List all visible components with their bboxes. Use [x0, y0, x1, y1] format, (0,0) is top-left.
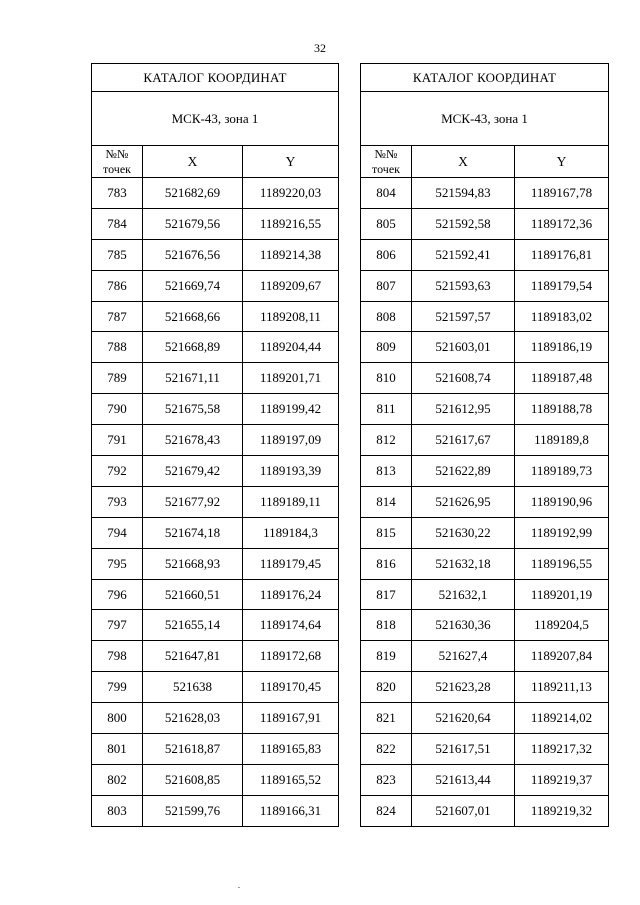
x-coordinate-cell: 521597,57: [412, 301, 515, 332]
x-coordinate-cell: 521676,56: [143, 239, 243, 270]
y-coordinate-cell: 1189165,52: [243, 764, 339, 795]
y-coordinate-cell: 1189179,54: [515, 270, 609, 301]
x-coordinate-cell: 521608,85: [143, 764, 243, 795]
table-row: [361, 301, 609, 332]
table-row: [361, 610, 609, 641]
x-coordinate-cell: 521617,51: [412, 734, 515, 765]
x-header: X: [412, 146, 515, 178]
table-row: [92, 425, 339, 456]
y-coordinate-cell: 1189188,78: [515, 394, 609, 425]
point-number-cell: 783: [92, 178, 143, 209]
point-number-cell: 785: [92, 239, 143, 270]
y-coordinate-cell: 1189201,19: [515, 579, 609, 610]
y-coordinate-cell: 1189211,13: [515, 672, 609, 703]
point-number-cell: 802: [92, 764, 143, 795]
point-number-cell: 797: [92, 610, 143, 641]
point-number-header-line1: №№: [105, 146, 129, 161]
subtitle-row: [92, 92, 339, 146]
point-number-cell: 787: [92, 301, 143, 332]
y-coordinate-cell: 1189190,96: [515, 486, 609, 517]
point-number-cell: 819: [361, 641, 412, 672]
table-row: [361, 394, 609, 425]
x-coordinate-cell: 521682,69: [143, 178, 243, 209]
table-row: [361, 672, 609, 703]
y-coordinate-cell: 1189192,99: [515, 517, 609, 548]
y-coordinate-cell: 1189167,78: [515, 178, 609, 209]
table-row: [92, 456, 339, 487]
x-coordinate-cell: 521655,14: [143, 610, 243, 641]
point-number-cell: 795: [92, 548, 143, 579]
title-row: [92, 64, 339, 92]
point-number-cell: 813: [361, 456, 412, 487]
x-header: X: [143, 146, 243, 178]
y-coordinate-cell: 1189197,09: [243, 425, 339, 456]
y-coordinate-cell: 1189189,11: [243, 486, 339, 517]
y-header: Y: [243, 146, 339, 178]
x-coordinate-cell: 521620,64: [412, 703, 515, 734]
x-coordinate-cell: 521668,89: [143, 332, 243, 363]
x-coordinate-cell: 521679,42: [143, 456, 243, 487]
y-coordinate-cell: 1189187,48: [515, 363, 609, 394]
y-coordinate-cell: 1189172,36: [515, 208, 609, 239]
y-coordinate-cell: 1189204,5: [515, 610, 609, 641]
point-number-cell: 792: [92, 456, 143, 487]
point-number-cell: 801: [92, 734, 143, 765]
y-coordinate-cell: 1189174,64: [243, 610, 339, 641]
x-coordinate-cell: 521592,41: [412, 239, 515, 270]
table-row: [361, 270, 609, 301]
x-coordinate-cell: 521678,43: [143, 425, 243, 456]
point-number-cell: 822: [361, 734, 412, 765]
table-row: [92, 641, 339, 672]
table-row: [361, 764, 609, 795]
y-coordinate-cell: 1189219,37: [515, 764, 609, 795]
table-row: [92, 363, 339, 394]
x-coordinate-cell: 521613,44: [412, 764, 515, 795]
x-coordinate-cell: 521638: [143, 672, 243, 703]
point-number-cell: 820: [361, 672, 412, 703]
y-coordinate-cell: 1189219,32: [515, 795, 609, 826]
table-row: [361, 795, 609, 826]
table-row: [92, 270, 339, 301]
y-coordinate-cell: 1189193,39: [243, 456, 339, 487]
coordinate-table-right: [360, 63, 609, 827]
coordinate-system-label: МСК-43, зона 1: [92, 92, 339, 146]
table-row: [92, 301, 339, 332]
y-coordinate-cell: 1189209,67: [243, 270, 339, 301]
y-coordinate-cell: 1189179,45: [243, 548, 339, 579]
table-row: [92, 486, 339, 517]
point-number-header-line2: точек: [103, 161, 131, 176]
table-row: [92, 764, 339, 795]
point-number-cell: 814: [361, 486, 412, 517]
x-coordinate-cell: 521647,81: [143, 641, 243, 672]
y-header: Y: [515, 146, 609, 178]
catalog-title: КАТАЛОГ КООРДИНАТ: [361, 64, 609, 92]
table-row: [92, 610, 339, 641]
point-number-cell: 809: [361, 332, 412, 363]
point-number-header-line2: точек: [372, 161, 400, 176]
table-row: [361, 734, 609, 765]
point-number-header: [361, 146, 412, 178]
x-coordinate-cell: 521608,74: [412, 363, 515, 394]
x-coordinate-cell: 521599,76: [143, 795, 243, 826]
y-coordinate-cell: 1189204,44: [243, 332, 339, 363]
x-coordinate-cell: 521622,89: [412, 456, 515, 487]
x-coordinate-cell: 521668,66: [143, 301, 243, 332]
table-row: [361, 178, 609, 209]
y-coordinate-cell: 1189176,81: [515, 239, 609, 270]
x-coordinate-cell: 521603,01: [412, 332, 515, 363]
point-number-cell: 818: [361, 610, 412, 641]
column-header-row: [361, 146, 609, 178]
y-coordinate-cell: 1189217,32: [515, 734, 609, 765]
point-number-cell: 789: [92, 363, 143, 394]
x-coordinate-cell: 521669,74: [143, 270, 243, 301]
y-coordinate-cell: 1189176,24: [243, 579, 339, 610]
y-coordinate-cell: 1189165,83: [243, 734, 339, 765]
y-coordinate-cell: 1189199,42: [243, 394, 339, 425]
x-coordinate-cell: 521628,03: [143, 703, 243, 734]
point-number-cell: 824: [361, 795, 412, 826]
table-row: [361, 208, 609, 239]
y-coordinate-cell: 1189189,8: [515, 425, 609, 456]
table-row: [92, 332, 339, 363]
table-row: [361, 486, 609, 517]
point-number-cell: 793: [92, 486, 143, 517]
point-number-cell: 823: [361, 764, 412, 795]
table-row: [361, 239, 609, 270]
table-row: [92, 672, 339, 703]
table-row: [361, 456, 609, 487]
point-number-cell: 786: [92, 270, 143, 301]
table-row: [92, 734, 339, 765]
point-number-cell: 806: [361, 239, 412, 270]
point-number-cell: 784: [92, 208, 143, 239]
x-coordinate-cell: 521627,4: [412, 641, 515, 672]
point-number-cell: 807: [361, 270, 412, 301]
point-number-cell: 808: [361, 301, 412, 332]
y-coordinate-cell: 1189214,38: [243, 239, 339, 270]
x-coordinate-cell: 521607,01: [412, 795, 515, 826]
y-coordinate-cell: 1189166,31: [243, 795, 339, 826]
coordinate-system-label: МСК-43, зона 1: [361, 92, 609, 146]
table-row: [92, 703, 339, 734]
point-number-cell: 821: [361, 703, 412, 734]
table-row: [92, 178, 339, 209]
x-coordinate-cell: 521617,67: [412, 425, 515, 456]
x-coordinate-cell: 521630,36: [412, 610, 515, 641]
point-number-cell: 817: [361, 579, 412, 610]
x-coordinate-cell: 521674,18: [143, 517, 243, 548]
point-number-cell: 791: [92, 425, 143, 456]
catalog-title: КАТАЛОГ КООРДИНАТ: [92, 64, 339, 92]
y-coordinate-cell: 1189183,02: [515, 301, 609, 332]
table-row: [361, 548, 609, 579]
x-coordinate-cell: 521632,18: [412, 548, 515, 579]
y-coordinate-cell: 1189186,19: [515, 332, 609, 363]
subtitle-row: [361, 92, 609, 146]
point-number-cell: 798: [92, 641, 143, 672]
x-coordinate-cell: 521668,93: [143, 548, 243, 579]
x-coordinate-cell: 521632,1: [412, 579, 515, 610]
table-row: [92, 208, 339, 239]
y-coordinate-cell: 1189167,91: [243, 703, 339, 734]
x-coordinate-cell: 521675,58: [143, 394, 243, 425]
x-coordinate-cell: 521623,28: [412, 672, 515, 703]
point-number-cell: 816: [361, 548, 412, 579]
y-coordinate-cell: 1189214,02: [515, 703, 609, 734]
coordinate-table-left: [91, 63, 339, 827]
table-row: [92, 795, 339, 826]
x-coordinate-cell: 521677,92: [143, 486, 243, 517]
point-number-header-line1: №№: [374, 146, 398, 161]
point-number-header: [92, 146, 143, 178]
table-row: [361, 579, 609, 610]
point-number-cell: 804: [361, 178, 412, 209]
x-coordinate-cell: 521594,83: [412, 178, 515, 209]
title-row: [361, 64, 609, 92]
x-coordinate-cell: 521618,87: [143, 734, 243, 765]
y-coordinate-cell: 1189196,55: [515, 548, 609, 579]
table-row: [92, 517, 339, 548]
scan-dot: [238, 887, 240, 888]
table-row: [92, 394, 339, 425]
x-coordinate-cell: 521592,58: [412, 208, 515, 239]
y-coordinate-cell: 1189207,84: [515, 641, 609, 672]
point-number-cell: 810: [361, 363, 412, 394]
x-coordinate-cell: 521679,56: [143, 208, 243, 239]
table-row: [92, 548, 339, 579]
point-number-cell: 799: [92, 672, 143, 703]
x-coordinate-cell: 521612,95: [412, 394, 515, 425]
y-coordinate-cell: 1189201,71: [243, 363, 339, 394]
y-coordinate-cell: 1189184,3: [243, 517, 339, 548]
point-number-cell: 811: [361, 394, 412, 425]
y-coordinate-cell: 1189220,03: [243, 178, 339, 209]
y-coordinate-cell: 1189189,73: [515, 456, 609, 487]
point-number-cell: 803: [92, 795, 143, 826]
page-number: 32: [314, 41, 326, 55]
x-coordinate-cell: 521660,51: [143, 579, 243, 610]
point-number-cell: 812: [361, 425, 412, 456]
x-coordinate-cell: 521626,95: [412, 486, 515, 517]
y-coordinate-cell: 1189216,55: [243, 208, 339, 239]
column-header-row: [92, 146, 339, 178]
y-coordinate-cell: 1189170,45: [243, 672, 339, 703]
point-number-cell: 788: [92, 332, 143, 363]
table-row: [361, 332, 609, 363]
point-number-cell: 815: [361, 517, 412, 548]
point-number-cell: 790: [92, 394, 143, 425]
point-number-cell: 805: [361, 208, 412, 239]
point-number-cell: 794: [92, 517, 143, 548]
table-row: [92, 579, 339, 610]
table-row: [361, 641, 609, 672]
y-coordinate-cell: 1189172,68: [243, 641, 339, 672]
y-coordinate-cell: 1189208,11: [243, 301, 339, 332]
table-row: [361, 363, 609, 394]
point-number-cell: 796: [92, 579, 143, 610]
x-coordinate-cell: 521671,11: [143, 363, 243, 394]
table-row: [361, 703, 609, 734]
point-number-cell: 800: [92, 703, 143, 734]
table-row: [92, 239, 339, 270]
x-coordinate-cell: 521593,63: [412, 270, 515, 301]
table-row: [361, 517, 609, 548]
x-coordinate-cell: 521630,22: [412, 517, 515, 548]
table-row: [361, 425, 609, 456]
